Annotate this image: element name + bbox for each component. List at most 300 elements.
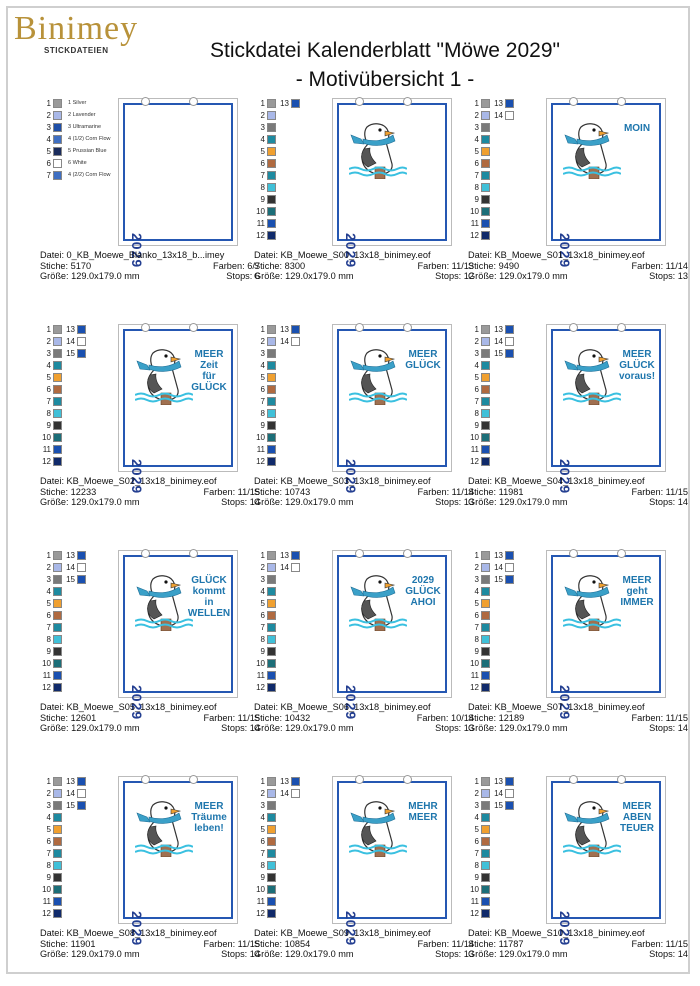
color-name: 6 White (68, 160, 87, 166)
file-name: Datei: KB_Moewe_S01_13x18_binimey.eof (468, 250, 645, 260)
color-swatch (53, 635, 62, 644)
motif-line: GLÜCK (191, 575, 227, 586)
motif-cell (468, 550, 688, 760)
color-row (40, 170, 115, 181)
color-number: 14 (494, 337, 503, 346)
color-row (254, 122, 329, 133)
color-swatch (77, 349, 86, 358)
color-number: 13 (280, 551, 289, 560)
color-swatch (481, 231, 490, 240)
hanging-hole (617, 549, 626, 558)
color-row (468, 384, 543, 395)
color-row (254, 158, 329, 169)
color-number: 11 (256, 897, 265, 906)
motif-text (183, 575, 235, 619)
color-row (468, 134, 543, 145)
color-number: 7 (474, 623, 479, 632)
color-row (254, 324, 329, 335)
color-row (40, 908, 115, 919)
color-swatch (53, 897, 62, 906)
color-count: Farben: 11/13 (417, 260, 474, 271)
color-number: 7 (46, 397, 51, 406)
color-row (468, 122, 543, 133)
color-row (468, 206, 543, 217)
color-swatch (267, 231, 276, 240)
stop-count: Stops: 13 (435, 497, 474, 507)
motif-cell (40, 550, 260, 760)
color-row (468, 550, 543, 561)
color-number: 2 (474, 563, 479, 572)
hanging-hole (141, 775, 150, 784)
color-row (40, 848, 115, 859)
color-number: 11 (42, 897, 51, 906)
color-row (254, 836, 329, 847)
color-number: 15 (66, 575, 75, 584)
stitch-count: Stiche: 11981 (468, 486, 524, 497)
color-number: 8 (474, 861, 479, 870)
card-year: 2029 (129, 685, 145, 721)
color-swatch (77, 337, 86, 346)
color-swatch (53, 861, 62, 870)
color-swatch (53, 789, 62, 798)
color-row (468, 420, 543, 431)
color-count: Farben: 11/15 (631, 486, 688, 497)
color-row (468, 836, 543, 847)
color-swatch (267, 777, 276, 786)
color-number: 6 (474, 611, 479, 620)
color-swatch (291, 789, 300, 798)
color-swatch (481, 171, 490, 180)
color-count: Farben: 6/7 (213, 260, 260, 271)
stop-count: Stops: 14 (221, 497, 260, 507)
motif-line: MEER (408, 349, 438, 360)
color-number: 1 (474, 325, 479, 334)
color-number: 12 (256, 231, 265, 240)
motif-cell (468, 776, 688, 986)
color-number: 5 (260, 373, 265, 382)
color-count: Farben: 11/15 (203, 938, 260, 949)
color-swatch (267, 373, 276, 382)
color-row (40, 444, 115, 455)
color-row (40, 408, 115, 419)
color-swatch (267, 575, 276, 584)
color-row (40, 98, 115, 109)
file-name: Datei: KB_Moewe_S02_13x18_binimey.eof (40, 476, 217, 486)
color-number: 15 (66, 349, 75, 358)
color-row (468, 788, 543, 799)
color-number: 4 (260, 361, 265, 370)
color-number: 8 (474, 635, 479, 644)
color-swatch (77, 801, 86, 810)
color-count: Farben: 11/15 (203, 486, 260, 497)
hanging-hole (617, 323, 626, 332)
color-swatch (53, 801, 62, 810)
color-row (254, 336, 329, 347)
card-year: 2029 (343, 685, 359, 721)
color-swatch (53, 909, 62, 918)
color-row (40, 884, 115, 895)
color-swatch (53, 849, 62, 858)
color-row (254, 218, 329, 229)
color-swatch (481, 683, 490, 692)
color-swatch (267, 123, 276, 132)
color-number: 3 (260, 123, 265, 132)
motif-line: IMMER (620, 597, 654, 608)
color-number: 5 (46, 599, 51, 608)
color-row (40, 800, 115, 811)
color-number: 4 (260, 587, 265, 596)
color-number: 3 (474, 575, 479, 584)
color-row (468, 896, 543, 907)
motif-text (183, 801, 235, 834)
color-swatch (267, 897, 276, 906)
color-number: 3 (260, 349, 265, 358)
color-swatch (267, 421, 276, 430)
color-number: 4 (474, 361, 479, 370)
color-number: 9 (474, 873, 479, 882)
motif-line: MOIN (623, 123, 651, 134)
color-row (468, 848, 543, 859)
color-row (468, 360, 543, 371)
color-number: 15 (494, 349, 503, 358)
color-swatch (481, 409, 490, 418)
color-row (40, 824, 115, 835)
color-number: 14 (494, 563, 503, 572)
color-number: 8 (260, 635, 265, 644)
color-swatch (53, 551, 62, 560)
color-swatch (53, 325, 62, 334)
motif-text (183, 349, 235, 393)
color-swatch (291, 551, 300, 560)
color-row (468, 800, 543, 811)
motif-cell (40, 776, 260, 986)
color-number: 11 (256, 219, 265, 228)
color-number: 13 (66, 325, 75, 334)
color-row (254, 206, 329, 217)
stitch-count: Stiche: 10432 (254, 712, 311, 723)
color-row (40, 860, 115, 871)
stitch-count: Stiche: 8300 (254, 260, 306, 271)
color-swatch (53, 171, 62, 180)
motif-line: leben! (194, 823, 224, 834)
motif-line: Träume (191, 812, 227, 823)
color-number: 1 (474, 777, 479, 786)
color-number: 9 (46, 421, 51, 430)
color-number: 15 (494, 801, 503, 810)
color-row (468, 336, 543, 347)
color-swatch (53, 575, 62, 584)
motif-cell (254, 324, 474, 534)
design-size: Größe: 129.0x179.0 mm (40, 497, 140, 507)
color-swatch (267, 683, 276, 692)
color-number: 2 (260, 563, 265, 572)
color-swatch (267, 171, 276, 180)
color-swatch (53, 421, 62, 430)
color-number: 3 (474, 801, 479, 810)
color-row (254, 146, 329, 157)
color-swatch (267, 861, 276, 870)
color-row (254, 360, 329, 371)
color-number: 1 (260, 551, 265, 560)
logo-subtitle: STICKDATEIEN (44, 46, 109, 55)
color-swatch (505, 551, 514, 560)
color-number: 8 (46, 409, 51, 418)
color-number: 9 (260, 647, 265, 656)
color-swatch (267, 409, 276, 418)
color-swatch (267, 183, 276, 192)
color-swatch (481, 623, 490, 632)
card-year: 2029 (557, 233, 573, 269)
color-row (40, 550, 115, 561)
color-number: 10 (470, 207, 479, 216)
color-number: 14 (280, 563, 289, 572)
color-number: 9 (474, 647, 479, 656)
color-swatch (481, 349, 490, 358)
color-number: 4 (474, 135, 479, 144)
design-size: Größe: 129.0x179.0 mm (468, 271, 568, 281)
color-number: 11 (42, 671, 51, 680)
color-row (254, 682, 329, 693)
hanging-hole (189, 549, 198, 558)
color-number: 14 (66, 337, 75, 346)
color-swatch (53, 671, 62, 680)
design-size: Größe: 129.0x179.0 mm (254, 949, 354, 959)
color-row (254, 884, 329, 895)
color-swatch (481, 575, 490, 584)
color-number: 6 (260, 385, 265, 394)
color-number: 13 (280, 777, 289, 786)
file-name: Datei: KB_Moewe_S08_13x18_binimey.eof (40, 928, 217, 938)
color-swatch (53, 135, 62, 144)
motif-cell (468, 324, 688, 534)
color-swatch (481, 99, 490, 108)
card-year: 2029 (129, 459, 145, 495)
color-number: 6 (260, 611, 265, 620)
color-swatch (291, 777, 300, 786)
binimey-logo (14, 12, 144, 58)
color-row (254, 408, 329, 419)
color-swatch (53, 445, 62, 454)
stop-count: Stops: 14 (649, 497, 688, 507)
color-swatch (267, 587, 276, 596)
color-number: 6 (260, 159, 265, 168)
color-number: 11 (470, 897, 479, 906)
color-row (468, 812, 543, 823)
card-year: 2029 (129, 911, 145, 947)
color-swatch (267, 873, 276, 882)
card-year: 2029 (557, 911, 573, 947)
color-number: 6 (46, 385, 51, 394)
color-swatch (481, 445, 490, 454)
motif-line: MEER (622, 575, 652, 586)
color-number: 7 (474, 171, 479, 180)
color-row (40, 682, 115, 693)
color-number: 5 (46, 825, 51, 834)
color-number: 1 (260, 99, 265, 108)
color-row (468, 348, 543, 359)
color-swatch (291, 99, 300, 108)
color-row (254, 908, 329, 919)
color-number: 14 (66, 789, 75, 798)
color-row (254, 658, 329, 669)
color-swatch (505, 575, 514, 584)
color-number: 7 (46, 849, 51, 858)
stitch-count: Stiche: 12233 (40, 486, 97, 497)
motif-text (611, 575, 663, 608)
color-number: 14 (280, 337, 289, 346)
color-swatch (481, 873, 490, 882)
motif-line: MEER (194, 349, 224, 360)
color-row (254, 562, 329, 573)
stitch-count: Stiche: 5170 (40, 260, 92, 271)
hanging-hole (189, 97, 198, 106)
seagull-motif (349, 117, 407, 179)
stop-count: Stops: 14 (221, 949, 260, 959)
design-size: Größe: 129.0x179.0 mm (468, 949, 568, 959)
motif-text (611, 349, 663, 382)
color-swatch (481, 825, 490, 834)
stitch-count: Stiche: 12189 (468, 712, 525, 723)
color-swatch (481, 777, 490, 786)
file-name: Datei: KB_Moewe_S03_13x18_binimey.eof (254, 476, 431, 486)
color-number: 9 (474, 421, 479, 430)
color-swatch (267, 361, 276, 370)
design-size: Größe: 129.0x179.0 mm (254, 723, 354, 733)
color-row (254, 824, 329, 835)
color-row (40, 348, 115, 359)
color-number: 14 (66, 563, 75, 572)
card-year: 2029 (343, 233, 359, 269)
color-row (254, 134, 329, 145)
color-row (468, 170, 543, 181)
color-swatch (267, 349, 276, 358)
color-swatch (53, 777, 62, 786)
color-row (468, 408, 543, 419)
color-number: 3 (474, 123, 479, 132)
color-row (40, 158, 115, 169)
color-count: Farben: 10/14 (416, 712, 474, 723)
color-swatch (267, 457, 276, 466)
color-row (40, 586, 115, 597)
color-swatch (481, 219, 490, 228)
color-row (468, 884, 543, 895)
color-number: 2 (260, 789, 265, 798)
color-number: 10 (42, 885, 51, 894)
motif-line: MEHR (408, 801, 438, 812)
color-swatch (267, 837, 276, 846)
color-swatch (53, 873, 62, 882)
color-swatch (267, 671, 276, 680)
color-number: 12 (256, 909, 265, 918)
color-row (40, 598, 115, 609)
color-number: 13 (66, 777, 75, 786)
stitch-count: Stiche: 10743 (254, 486, 311, 497)
color-count: Farben: 11/14 (417, 938, 474, 949)
color-swatch (267, 909, 276, 918)
color-number: 8 (260, 183, 265, 192)
card-year: 2029 (557, 685, 573, 721)
color-number: 9 (46, 873, 51, 882)
color-number: 1 (260, 777, 265, 786)
color-swatch (53, 563, 62, 572)
color-row (468, 110, 543, 121)
color-swatch (267, 885, 276, 894)
color-number: 2 (474, 789, 479, 798)
color-row (254, 182, 329, 193)
stitch-count: Stiche: 9490 (468, 260, 520, 271)
motif-line: ABEN (622, 812, 652, 823)
color-swatch (53, 647, 62, 656)
color-number: 13 (66, 551, 75, 560)
color-number: 13 (280, 99, 289, 108)
color-number: 8 (46, 861, 51, 870)
motif-cell (40, 324, 260, 534)
file-name: Datei: KB_Moewe_S04_13x18_binimey.eof (468, 476, 645, 486)
card-year: 2029 (557, 459, 573, 495)
color-swatch (481, 801, 490, 810)
color-number: 10 (256, 433, 265, 442)
color-number: 1 (474, 99, 479, 108)
color-swatch (53, 373, 62, 382)
color-row (40, 658, 115, 669)
color-number: 4 (260, 813, 265, 822)
color-number: 4 (46, 813, 51, 822)
motif-line: kommt (192, 586, 226, 597)
color-swatch (505, 99, 514, 108)
color-row (468, 574, 543, 585)
color-swatch (481, 135, 490, 144)
color-number: 8 (260, 409, 265, 418)
color-number: 9 (260, 421, 265, 430)
color-row (40, 432, 115, 443)
color-swatch (481, 361, 490, 370)
color-number: 1 (474, 551, 479, 560)
color-number: 14 (494, 789, 503, 798)
hanging-hole (141, 97, 150, 106)
color-row (40, 134, 115, 145)
color-row (468, 432, 543, 443)
color-number: 1 (46, 551, 51, 560)
color-row (40, 372, 115, 383)
color-row (468, 98, 543, 109)
file-name: Datei: KB_Moewe_S07_13x18_binimey.eof (468, 702, 645, 712)
color-swatch (267, 147, 276, 156)
color-row (468, 586, 543, 597)
color-row (468, 194, 543, 205)
design-size: Größe: 129.0x179.0 mm (40, 723, 140, 733)
motif-line: WELLEN (187, 608, 231, 619)
color-row (468, 456, 543, 467)
color-number: 4 (46, 587, 51, 596)
file-name: Datei: KB_Moewe_S06_13x18_binimey.eof (254, 702, 431, 712)
color-count: Farben: 11/14 (631, 260, 688, 271)
color-row (40, 646, 115, 657)
color-number: 10 (256, 659, 265, 668)
color-swatch (53, 99, 62, 108)
color-number: 12 (470, 457, 479, 466)
color-number: 4 (474, 587, 479, 596)
color-number: 2 (260, 337, 265, 346)
color-row (40, 146, 115, 157)
color-swatch (53, 813, 62, 822)
color-row (40, 872, 115, 883)
stop-count: Stops: 14 (221, 723, 260, 733)
color-row (468, 872, 543, 883)
color-row (254, 586, 329, 597)
color-number: 10 (470, 885, 479, 894)
color-swatch (267, 647, 276, 656)
color-swatch (481, 195, 490, 204)
